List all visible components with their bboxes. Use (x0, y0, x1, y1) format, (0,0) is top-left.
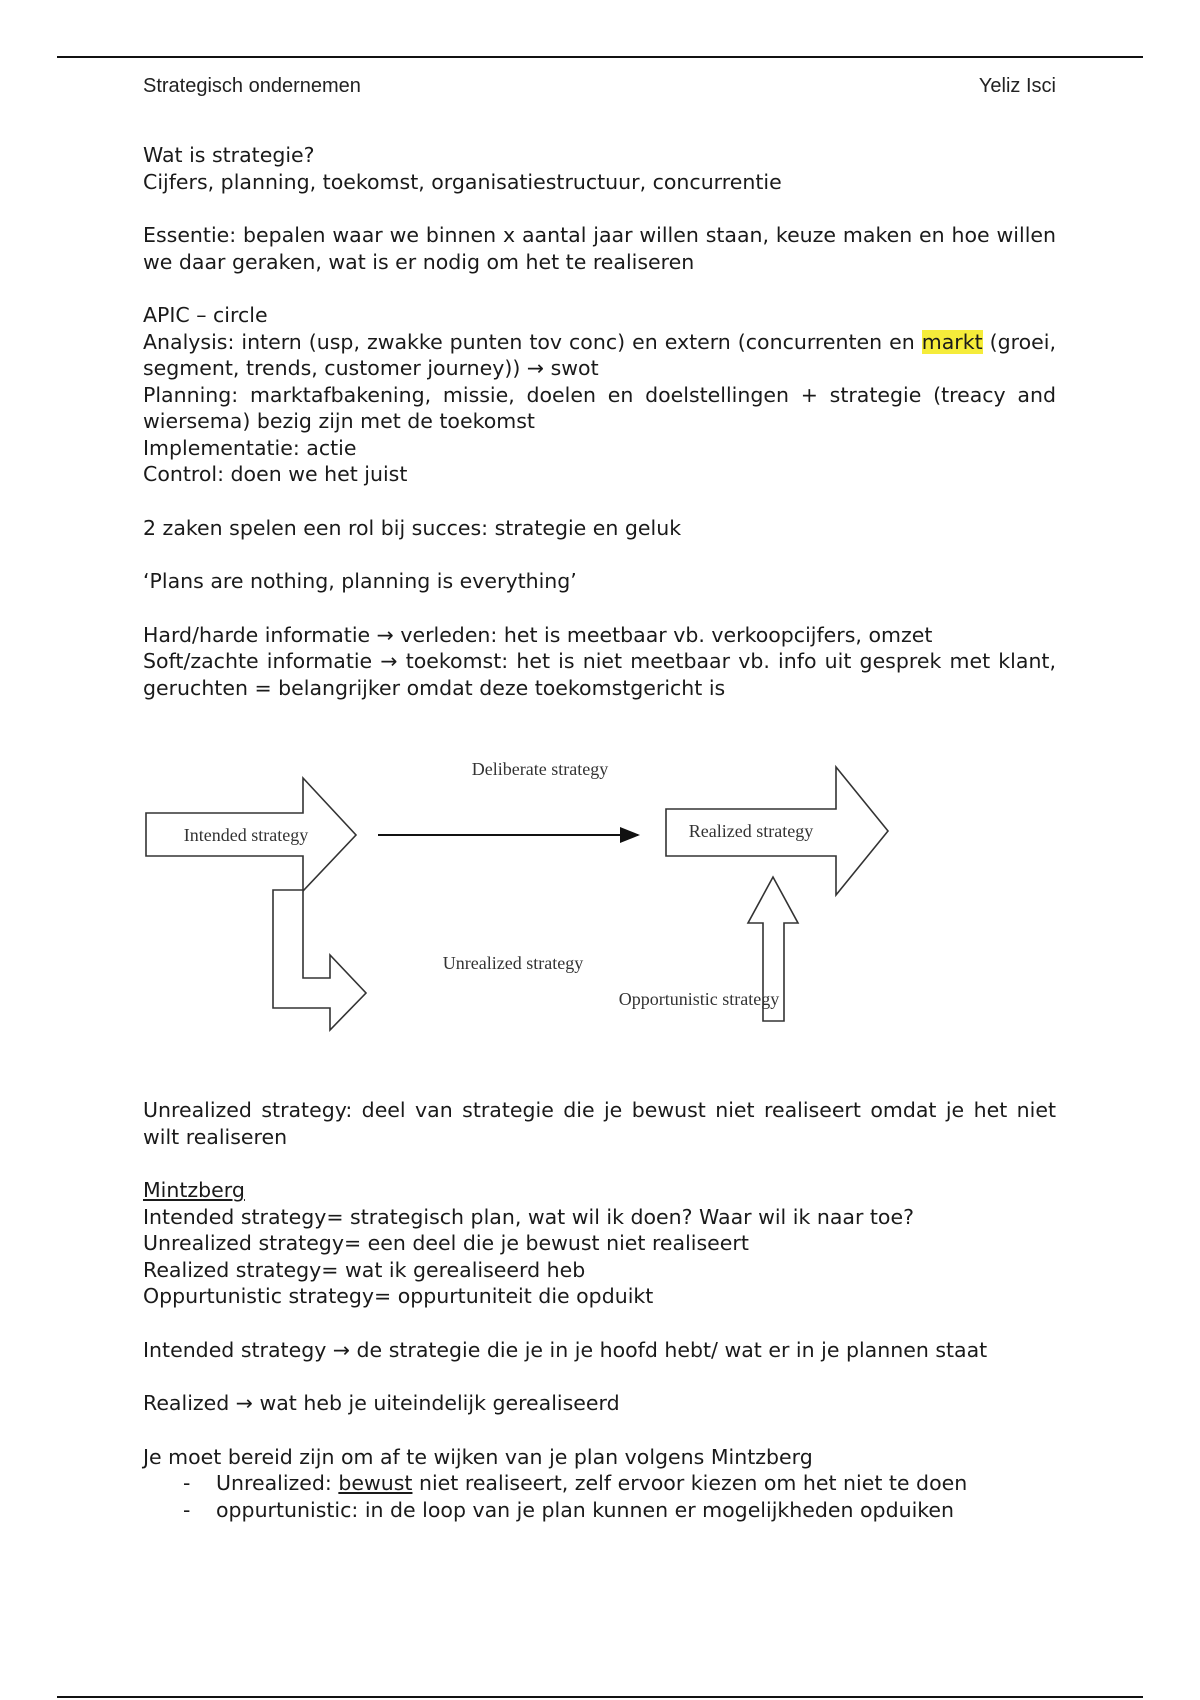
label-opportunistic: Opportunistic strategy (618, 989, 780, 1009)
mintzberg-line-2: Unrealized strategy= een deel die je bewust niet realiseert (143, 1231, 749, 1255)
header-course: Strategisch ondernemen (143, 75, 361, 97)
mintzberg-line-1: Intended strategy= strategisch plan, wat wil ik doen? Waar wil ik naar toe? (143, 1204, 914, 1229)
label-deliberate: Deliberate strategy (471, 759, 609, 779)
unrealized-arrow-shape (273, 890, 366, 1030)
document-body (143, 142, 1056, 1523)
list-item (183, 1470, 1056, 1497)
list-item-text-2: niet realiseert, zelf ervoor kiezen om het niet te doen (412, 1471, 968, 1495)
apic-analysis-text-2: (groei, segment, trends, customer journey)) → swot (143, 329, 1056, 380)
unrealized-definition: Unrealized strategy: deel van strategie die je bewust niet realiseert omdat je het niet wilt realiseren (143, 1098, 1056, 1149)
header-rule (57, 56, 1143, 58)
apic-planning: Planning: marktafbakening, missie, doelen en doelstellingen + strategie (treacy and wiersema) bezig zijn met de toekomst (143, 382, 1056, 433)
hard-info-line: Hard/harde informatie → verleden: het is meetbaar vb. verkoopcijfers, omzet (143, 622, 933, 647)
mintzberg-line-3: Realized strategy= wat ik gerealiseerd heb (143, 1257, 586, 1282)
label-intended: Intended strategy (183, 825, 309, 845)
apic-implementatie: Implementatie: actie (143, 435, 357, 460)
mintzberg-diagram-svg (136, 753, 1056, 1073)
apic-analysis (143, 329, 1056, 382)
list-item: - oppurtunistic: in de loop van je plan kunnen er mogelijkheden opduiken (183, 1497, 1056, 1524)
succes-line: 2 zaken spelen een rol bij succes: strategie en geluk (143, 515, 682, 540)
apic-analysis-text: Analysis: intern (usp, zwakke punten tov conc) en extern (concurrenten en (143, 329, 922, 354)
soft-info-line: Soft/zachte informatie → toekomst: het is niet meetbaar vb. info uit gesprek met klant, geruchten = belangrijker omdat deze toekomstgericht is (143, 649, 1056, 700)
mintzberg-line-4: Oppurtunistic strategy= oppurtuniteit die opduikt (143, 1284, 654, 1308)
underlined-word: bewust (338, 1471, 413, 1495)
afwijken-list (143, 1470, 1056, 1523)
afwijken-intro: Je moet bereid zijn om af te wijken van je plan volgens Mintzberg (143, 1444, 813, 1469)
apic-title: APIC – circle (143, 303, 268, 327)
apic-control: Control: doen we het juist (143, 462, 408, 486)
label-unrealized: Unrealized strategy (442, 953, 584, 973)
realized-note: Realized → wat heb je uiteindelijk gerealiseerd (143, 1391, 620, 1415)
intro-keywords: Cijfers, planning, toekomst, organisatiestructuur, concurrentie (143, 169, 782, 194)
intro-question: Wat is strategie? (143, 143, 315, 167)
highlighted-word: markt (921, 329, 983, 354)
mintzberg-title: Mintzberg (143, 1178, 245, 1202)
intended-note: Intended strategy → de strategie die je in je hoofd hebt/ wat er in je plannen staat (143, 1337, 988, 1362)
footer-rule (57, 1696, 1143, 1698)
quote-line: ‘Plans are nothing, planning is everything’ (143, 569, 577, 593)
essentie-paragraph: Essentie: bepalen waar we binnen x aantal jaar willen staan, keuze maken en hoe willen we daar geraken, wat is er nodig om het te realiseren (143, 223, 1056, 274)
header-author: Yeliz Isci (978, 75, 1056, 97)
list-item-text: Unrealized: (216, 1471, 339, 1495)
mintzberg-diagram (143, 753, 1056, 1073)
label-realized: Realized strategy (688, 821, 814, 841)
